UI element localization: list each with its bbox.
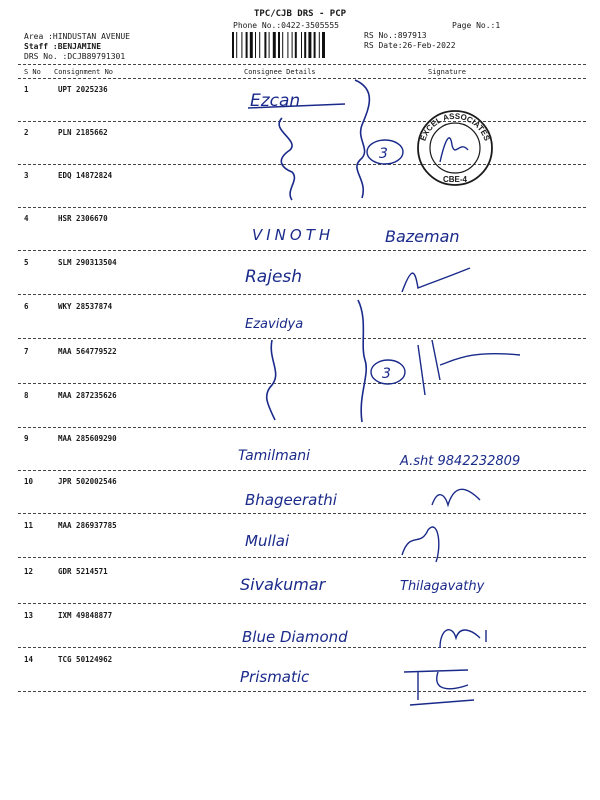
brace-stroke	[355, 80, 369, 198]
handwritten-name-row-4: VINOTH	[252, 226, 335, 244]
brace-stroke	[267, 340, 276, 420]
signature-scribble	[402, 268, 470, 292]
row-separator	[18, 294, 586, 295]
brace-stroke	[358, 300, 366, 422]
barcode-bar	[236, 32, 237, 58]
barcode-bar	[250, 32, 253, 58]
barcode-bar	[322, 32, 325, 58]
handwritten-name-row-12: Sivakumar	[240, 575, 326, 594]
handwritten-name-row-14: Prismatic	[240, 668, 310, 686]
row-consignment-number: MAA 286937785	[58, 521, 117, 530]
page-number: Page No.:1	[452, 21, 501, 30]
row-consignment-number: PLN 2185662	[58, 128, 108, 137]
row-separator	[18, 207, 586, 208]
barcode-bar	[264, 32, 266, 58]
row-serial-number: 8	[24, 391, 29, 400]
row-separator	[18, 383, 586, 384]
barcode-bar	[259, 32, 260, 58]
row-serial-number: 13	[24, 611, 34, 620]
column-header-consignee: Consignee Details	[244, 68, 316, 76]
row-consignment-number: TCG 50124962	[58, 655, 113, 664]
signature-scribble	[440, 138, 468, 162]
barcode-bar	[308, 32, 311, 58]
barcode-bar	[273, 32, 276, 58]
header-bottom-rule	[18, 78, 586, 79]
row-separator	[18, 427, 586, 428]
row-consignment-number: HSR 2306670	[58, 214, 108, 223]
svg-text:EXCEL ASSOCIATES	[418, 112, 491, 143]
rs-number: RS No.:897913	[364, 31, 427, 40]
rs-date: RS Date:26-Feb-2022	[364, 41, 456, 50]
handwritten-name-row-6: Ezavidya	[245, 317, 304, 332]
handwritten-name-row-5: Rajesh	[245, 267, 303, 287]
handwritten-sign-row-4: Bazeman	[385, 227, 460, 246]
row-consignment-number: WKY 28537874	[58, 302, 113, 311]
row-consignment-number: SLM 290313504	[58, 258, 117, 267]
barcode-bar	[319, 32, 320, 58]
handwritten-name-row-11: Mullai	[245, 532, 290, 550]
row-serial-number: 1	[24, 85, 29, 94]
row-serial-number: 4	[24, 214, 29, 223]
row-separator	[18, 470, 586, 471]
barcode-bar	[295, 32, 297, 58]
row-serial-number: 12	[24, 567, 34, 576]
barcode-bar	[278, 32, 280, 58]
company-stamp	[418, 111, 492, 185]
row-consignment-number: UPT 2025236	[58, 85, 108, 94]
barcode-bar	[292, 32, 293, 58]
row-separator	[18, 121, 586, 122]
row-serial-number: 10	[24, 477, 34, 486]
group-count: 3	[382, 366, 391, 382]
row-serial-number: 7	[24, 347, 29, 356]
underline-stroke	[248, 104, 345, 108]
handwritten-name-row-10: Bhageerathi	[245, 491, 337, 509]
barcode-image	[232, 32, 350, 58]
barcode-bar	[255, 32, 256, 58]
column-header-signature: Signature	[428, 68, 466, 76]
phone-number: Phone No.:0422-3505555	[233, 21, 339, 30]
barcode-bar	[282, 32, 283, 58]
barcode-bar	[314, 32, 316, 58]
group-count: 3	[379, 146, 388, 162]
handwritten-name-row-13: Blue Diamond	[242, 628, 348, 646]
handwritten-name-row-9: Tamilmani	[238, 448, 311, 464]
row-separator	[18, 250, 586, 251]
row-serial-number: 3	[24, 171, 29, 180]
signature-scribble	[404, 670, 474, 705]
row-separator	[18, 557, 586, 558]
header-top-rule	[18, 64, 586, 65]
handwritten-sign-row-9: A.sht 9842232809	[400, 454, 521, 469]
barcode-bar	[232, 32, 234, 58]
row-serial-number: 5	[24, 258, 29, 267]
drs-number: DRS No. :DCJB89791301	[24, 52, 126, 61]
barcode-bar	[246, 32, 248, 58]
staff-field: Staff :BENJAMINE	[24, 42, 102, 51]
handwritten-sign-row-12: Thilagavathy	[400, 579, 485, 594]
row-separator	[18, 603, 586, 604]
stamp-top-text: EXCEL ASSOCIATES	[418, 111, 492, 143]
row-consignment-number: MAA 285609290	[58, 434, 117, 443]
row-separator	[18, 691, 586, 692]
signature-scribble	[418, 340, 520, 395]
signature-scribble	[440, 630, 486, 648]
row-consignment-number: IXM 49848877	[58, 611, 113, 620]
barcode-bar	[287, 32, 288, 58]
row-consignment-number: JPR 502002546	[58, 477, 117, 486]
row-consignment-number: GDR 5214571	[58, 567, 108, 576]
row-serial-number: 11	[24, 521, 34, 530]
handwritten-name-row-1: Ezcan	[250, 91, 301, 111]
count-circle	[371, 360, 405, 384]
row-separator	[18, 513, 586, 514]
barcode-bar	[269, 32, 270, 58]
sheet-title: TPC/CJB DRS - PCP	[253, 9, 347, 19]
row-consignment-number: EDQ 14872824	[58, 171, 113, 180]
row-serial-number: 2	[24, 128, 29, 137]
barcode-bar	[304, 32, 306, 58]
count-circle	[367, 140, 403, 164]
row-separator	[18, 647, 586, 648]
barcode-bar	[241, 32, 242, 58]
stamp-bottom-text: CBE-4	[442, 175, 468, 184]
signature-scribble	[432, 489, 480, 505]
barcode-bar	[301, 32, 302, 58]
area-field: Area :HINDUSTAN AVENUE	[24, 32, 130, 41]
column-header-consignment: Consignment No	[54, 68, 114, 76]
row-consignment-number: MAA 564779522	[58, 347, 117, 356]
row-serial-number: 14	[24, 655, 34, 664]
row-separator	[18, 338, 586, 339]
brace-stroke	[279, 118, 294, 200]
row-separator	[18, 164, 586, 165]
row-serial-number: 9	[24, 434, 29, 443]
column-header-sno: S No	[24, 68, 41, 76]
row-serial-number: 6	[24, 302, 29, 311]
row-consignment-number: MAA 287235626	[58, 391, 117, 400]
